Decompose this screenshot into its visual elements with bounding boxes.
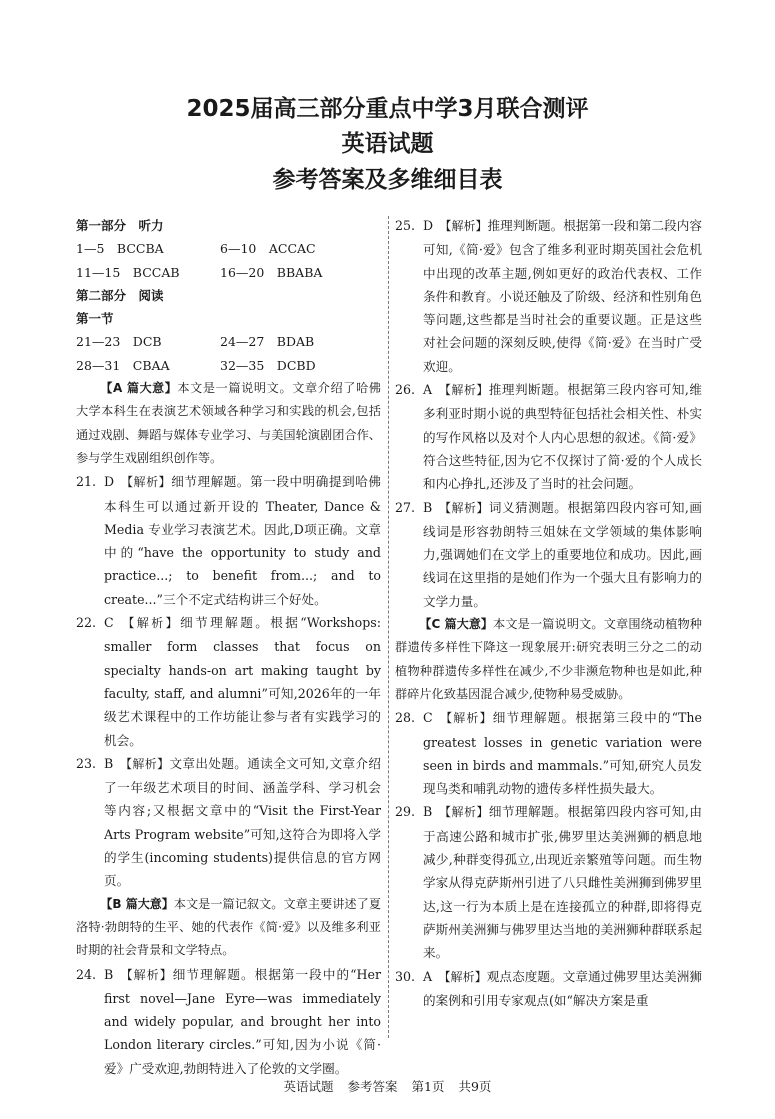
- passage-text: 本文是一篇记叙文。文章主要讲述了夏洛特·勃朗特的生平、她的代表作《简·爱》以及维多利亚时期的社会背景和文学特点。: [76, 896, 382, 958]
- passage-text: 本文是一篇说明文。文章介绍了哈佛大学本科生在表演艺术领域各种学习和实践的机会,包括通过戏剧、舞蹈与媒体专业学习、与美国轮演剧团合作、参与学生戏剧组织创作等。: [76, 381, 381, 465]
- question-26: [395, 378, 702, 495]
- answer-letter: A: [423, 968, 433, 984]
- explanation: 观点态度题。文章通过佛罗里达美洲狮的案例和引用专家观点(如“解决方案是重: [423, 968, 702, 1008]
- question-number: 21.: [76, 474, 97, 490]
- footer-subject: 英语试题: [283, 1079, 334, 1094]
- answer-row: [76, 354, 381, 377]
- answer-group: 6—10 ACCAC: [220, 241, 316, 257]
- answer-group: 16—20 BBABA: [220, 264, 323, 280]
- answer-group: 24—27 BDAB: [220, 334, 315, 350]
- passage-a-summary: [76, 377, 381, 470]
- left-column: [76, 214, 381, 1080]
- question-number: 29.: [395, 804, 416, 820]
- analysis-tag: 【解析】: [438, 805, 489, 820]
- question-number: 24.: [76, 966, 97, 982]
- answer-letter: A: [423, 382, 433, 398]
- answer-letter: B: [423, 804, 433, 820]
- reading-heading: 第二部分 阅读: [76, 287, 164, 303]
- answer-group: 21—23 DCB: [76, 334, 162, 350]
- analysis-tag: 【解析】: [119, 756, 170, 771]
- question-30: [395, 965, 702, 1013]
- passage-c-summary: [395, 613, 702, 706]
- page-footer: [0, 1077, 775, 1095]
- explanation: 细节理解题。根据第四段内容可知,由于高速公路和城市扩张,佛罗里达美洲狮的栖息地减少,种群变得孤立,出现近亲繁殖等问题。而生物学家从得克萨斯州引进了八只雌性美洲狮到佛罗里达,这一行为本质上是在连接孤立的种群,即将得克萨斯州美洲狮与佛罗里达当地的美洲狮种群联系起来。: [423, 804, 702, 961]
- answer-group: 1—5 BCCBA: [76, 241, 164, 257]
- subject-title: 英语试题: [341, 131, 434, 157]
- question-23: [76, 752, 381, 893]
- question-number: 27.: [395, 499, 416, 515]
- analysis-tag: 【解析】: [438, 969, 487, 984]
- right-column: [395, 214, 702, 1012]
- answer-letter: C: [104, 615, 114, 631]
- question-25: [395, 214, 702, 378]
- exam-title: 2025届高三部分重点中学3月联合测评: [186, 96, 589, 122]
- passage-b-summary: [76, 893, 381, 963]
- answer-group: 32—35 DCBD: [220, 357, 316, 373]
- explanation: 推理判断题。根据第三段内容可知,维多利亚时期小说的典型特征包括社会相关性、朴实的写作风格以及对个人内心思想的叙述。《简·爱》符合这些特征,因为它不仅探讨了简·爱的个人成长和内心挣扎,还涉及了当时的社会问题。: [423, 382, 702, 492]
- analysis-tag: 【解析】: [119, 616, 181, 631]
- answer-letter: C: [423, 710, 433, 726]
- question-number: 22.: [76, 615, 97, 631]
- footer-total: 共9页: [458, 1079, 492, 1094]
- explanation: 细节理解题。根据“Workshops: smaller form classes that focus on specialty hands-on art making taught by faculty, staff, and alumni”可知,2026年的一年级艺术课程中的工作坊能让参与者有实践学习的机会。: [104, 615, 381, 748]
- question-number: 26.: [395, 382, 416, 398]
- answer-row: [76, 261, 381, 284]
- passage-label: 【B 篇大意】: [100, 896, 174, 911]
- question-29: [395, 800, 702, 964]
- explanation: 文章出处题。通读全文可知,文章介绍了一年级艺术项目的时间、涵盖学科、学习机会等内容;又根据文章中的“Visit the First-Year Arts Program website”可知,这符合为即将入学的学生(incoming students)提供信息的官方网页。: [104, 755, 381, 889]
- answer-letter: B: [104, 966, 114, 982]
- analysis-tag: 【解析】: [119, 967, 173, 982]
- explanation: 推理判断题。根据第一段和第二段内容可知,《简·爱》包含了维多利亚时期英国社会危机中出现的改革主题,例如更好的政治代表权、工作条件和教育。小说还触及了阶级、经济和性别角色等问题,这些都是当时社会的重要议题。正是这些对社会问题的深刻反映,使得《简·爱》在当时广受欢迎。: [423, 218, 702, 374]
- question-number: 25.: [395, 218, 416, 233]
- explanation: 细节理解题。根据第一段中的“Her first novel—Jane Eyre—was immediately and widely popular, and brought her into London literary circles.”可知,因为小说《简·爱》广受欢迎,勃朗特进入了伦敦的文学圈。: [104, 966, 381, 1076]
- question-22: [76, 611, 381, 752]
- analysis-tag: 【解析】: [439, 219, 488, 233]
- question-number: 30.: [395, 968, 416, 984]
- answer-group: 28—31 CBAA: [76, 357, 170, 373]
- answer-group: 11—15 BCCAB: [76, 264, 180, 280]
- answer-letter: D: [423, 218, 434, 233]
- answer-row: [76, 330, 381, 353]
- footer-doc: 参考答案: [347, 1079, 398, 1094]
- answer-letter: B: [104, 755, 114, 771]
- passage-label: 【C 篇大意】: [419, 617, 494, 632]
- passage-text: 本文是一篇说明文。文章围绕动植物种群遗传多样性下降这一现象展开:研究表明三分之二的动植物种群遗传多样性在减少,不少非濒危物种也是如此,种群碎片化致基因混合减少,使物种易受威胁。: [395, 617, 702, 701]
- answer-letter: D: [104, 474, 115, 490]
- answer-key-title: 参考答案及多维细目表: [272, 167, 503, 193]
- analysis-tag: 【解析】: [438, 383, 489, 398]
- explanation: 细节理解题。根据第三段中的“The greatest losses in genetic variation were seen in birds and mammals.”可知,研究人员发现鸟类和哺乳动物的遗传多样性损失最大。: [423, 710, 702, 797]
- title-block: [0, 92, 775, 196]
- answer-row: [76, 237, 381, 260]
- explanation: 细节理解题。第一段中明确提到哈佛本科生可以通过新开设的 Theater, Dance & Media 专业学习表演艺术。因此,D项正确。文章中的“have the opportunity to study and practice...; to benefit from...; and to create...”三个不定式结构讲三个好处。: [104, 474, 381, 607]
- analysis-tag: 【解析】: [438, 500, 489, 515]
- section-heading: 第一节: [76, 311, 114, 327]
- explanation: 词义猜测题。根据第四段内容可知,画线词是形容勃朗特三姐妹在文学领域的集体影响力,强调她们在文学上的重要地位和成功。因此,画线词在这里指的是她们作为一个强大且有影响力的文学力量。: [423, 499, 702, 609]
- question-21: [76, 470, 381, 611]
- analysis-tag: 【解析】: [120, 475, 172, 490]
- footer-page: 第1页: [411, 1079, 445, 1094]
- answer-letter: B: [423, 499, 433, 515]
- question-number: 23.: [76, 755, 97, 771]
- passage-label: 【A 篇大意】: [100, 381, 178, 396]
- question-24: [76, 963, 381, 1080]
- analysis-tag: 【解析】: [438, 711, 493, 726]
- question-27: [395, 496, 702, 613]
- column-divider: [388, 216, 389, 1038]
- question-28: [395, 706, 702, 800]
- listening-heading: 第一部分 听力: [76, 218, 164, 233]
- question-number: 28.: [395, 710, 416, 726]
